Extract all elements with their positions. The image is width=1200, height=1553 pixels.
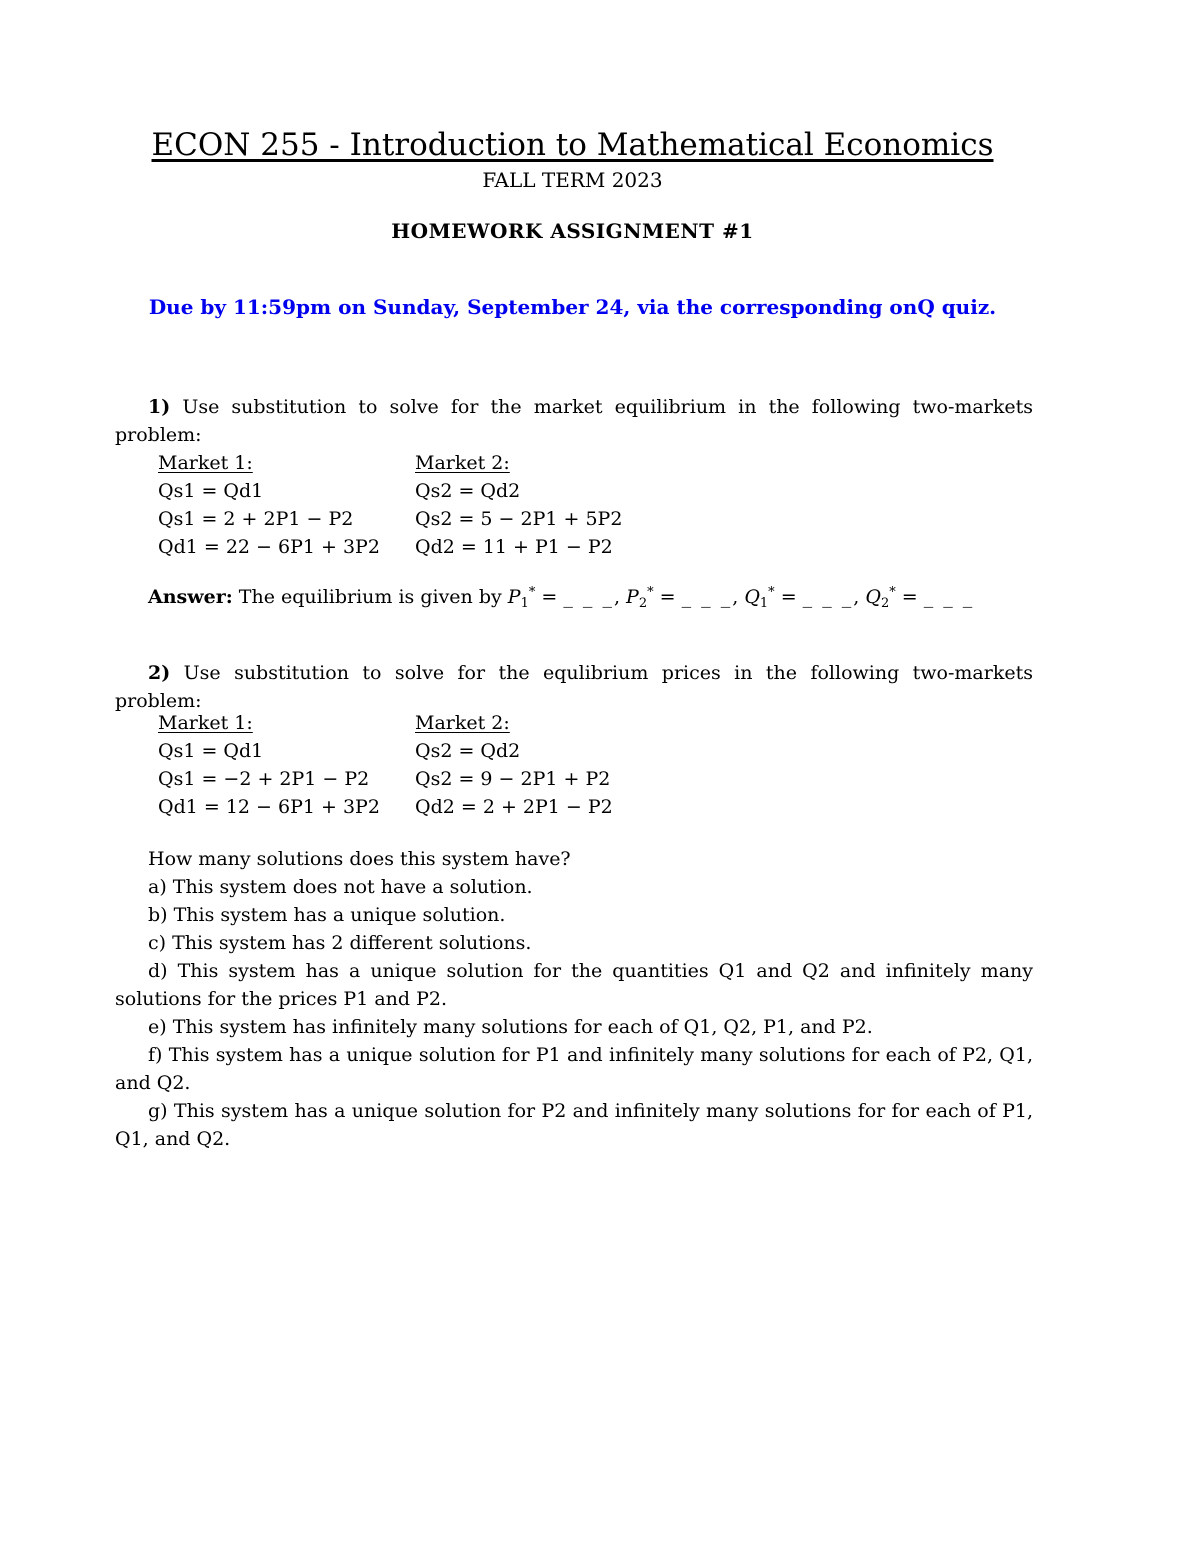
answer-label: Answer: [148, 586, 233, 608]
q2-m1-eq1: Qs1 = Qd1 [158, 740, 264, 762]
answer-blank-q2[interactable]: _ _ _ [923, 586, 975, 608]
q2-m2-eq2: Qs2 = 9 − 2P1 + P2 [415, 768, 611, 790]
question-1-number: 1) [148, 396, 171, 418]
q1-market-1 [158, 449, 380, 561]
option-g-text: g) This system has a unique solution for P2 and infinitely many solutions for for each of P1, Q1, and Q2. [115, 1100, 1033, 1150]
q1-m2-eq2: Qs2 = 5 − 2P1 + 5P2 [415, 508, 623, 530]
term-label: FALL TERM 2023 [482, 168, 663, 192]
q2-m1-eq2: Qs1 = −2 + 2P1 − P2 [158, 768, 370, 790]
q2-market-1-label: Market 1: [158, 712, 253, 734]
option-b[interactable]: b) This system has a unique solution. [148, 904, 506, 926]
option-e-text: e) This system has infinitely many solutions for each of Q1, Q2, P1, and P2. [148, 1016, 873, 1038]
q2-m2-eq1: Qs2 = Qd2 [415, 740, 521, 762]
option-e[interactable] [115, 1013, 1033, 1041]
q2-m2-eq3: Qd2 = 2 + 2P1 − P2 [415, 796, 613, 818]
q2-question: How many solutions does this system have? [148, 848, 571, 870]
option-d[interactable] [115, 957, 1033, 1013]
q1-market-2 [415, 449, 622, 561]
answer-blank-p1[interactable]: _ _ _ [563, 586, 614, 608]
question-2-number: 2) [148, 662, 171, 684]
q1-m1-eq1: Qs1 = Qd1 [158, 480, 264, 502]
answer-text: The equilibrium is given by [238, 586, 502, 608]
option-d-text: d) This system has a unique solution for the quantities Q1 and Q2 and infinitely many solutions for the prices P1 and P2. [115, 960, 1033, 1010]
q1-m2-eq3: Qd2 = 11 + P1 − P2 [415, 536, 613, 558]
q1-m1-eq3: Qd1 = 22 − 6P1 + 3P2 [158, 536, 380, 558]
document-title: ECON 255 - Introduction to Mathematical Economics [151, 127, 994, 163]
option-a[interactable]: a) This system does not have a solution. [148, 876, 533, 898]
q1-market-1-label: Market 1: [158, 452, 253, 474]
option-f[interactable] [115, 1041, 1033, 1097]
answer-blank-q1[interactable]: _ _ _ [802, 586, 854, 608]
q2-options [115, 845, 1033, 1153]
q1-m2-eq1: Qs2 = Qd2 [415, 480, 521, 502]
q1-market-2-label: Market 2: [415, 452, 510, 474]
option-g[interactable] [115, 1097, 1033, 1153]
option-f-text: f) This system has a unique solution for P1 and infinitely many solutions for each of P2, Q1, and Q2. [115, 1044, 1033, 1094]
assignment-heading: HOMEWORK ASSIGNMENT #1 [391, 219, 754, 243]
question-1-prompt [115, 393, 1033, 449]
q2-market-1 [158, 709, 380, 821]
q2-m1-eq3: Qd1 = 12 − 6P1 + 3P2 [158, 796, 380, 818]
due-date-notice: Due by 11:59pm on Sunday, September 24, via the corresponding onQ quiz. [148, 295, 997, 319]
q2-market-2 [415, 709, 613, 821]
option-c[interactable]: c) This system has 2 different solutions. [148, 932, 532, 954]
question-2-text: Use substitution to solve for the equlibrium prices in the following two-markets problem: [115, 662, 1033, 712]
answer-blank-p2[interactable]: _ _ _ [681, 586, 733, 608]
q2-market-2-label: Market 2: [415, 712, 510, 734]
question-1-text: Use substitution to solve for the market equilibrium in the following two-markets problem: [115, 396, 1033, 446]
q1-answer-line: Answer: The equilibrium is given by $P_1^*$ = _ _ _, $P_2^*$ = _ _ _, $Q_1^*$ = _ _ _, $Q_2^*$ = _ _ _ [148, 585, 975, 611]
q1-m1-eq2: Qs1 = 2 + 2P1 − P2 [158, 508, 354, 530]
question-2-prompt [115, 659, 1033, 715]
